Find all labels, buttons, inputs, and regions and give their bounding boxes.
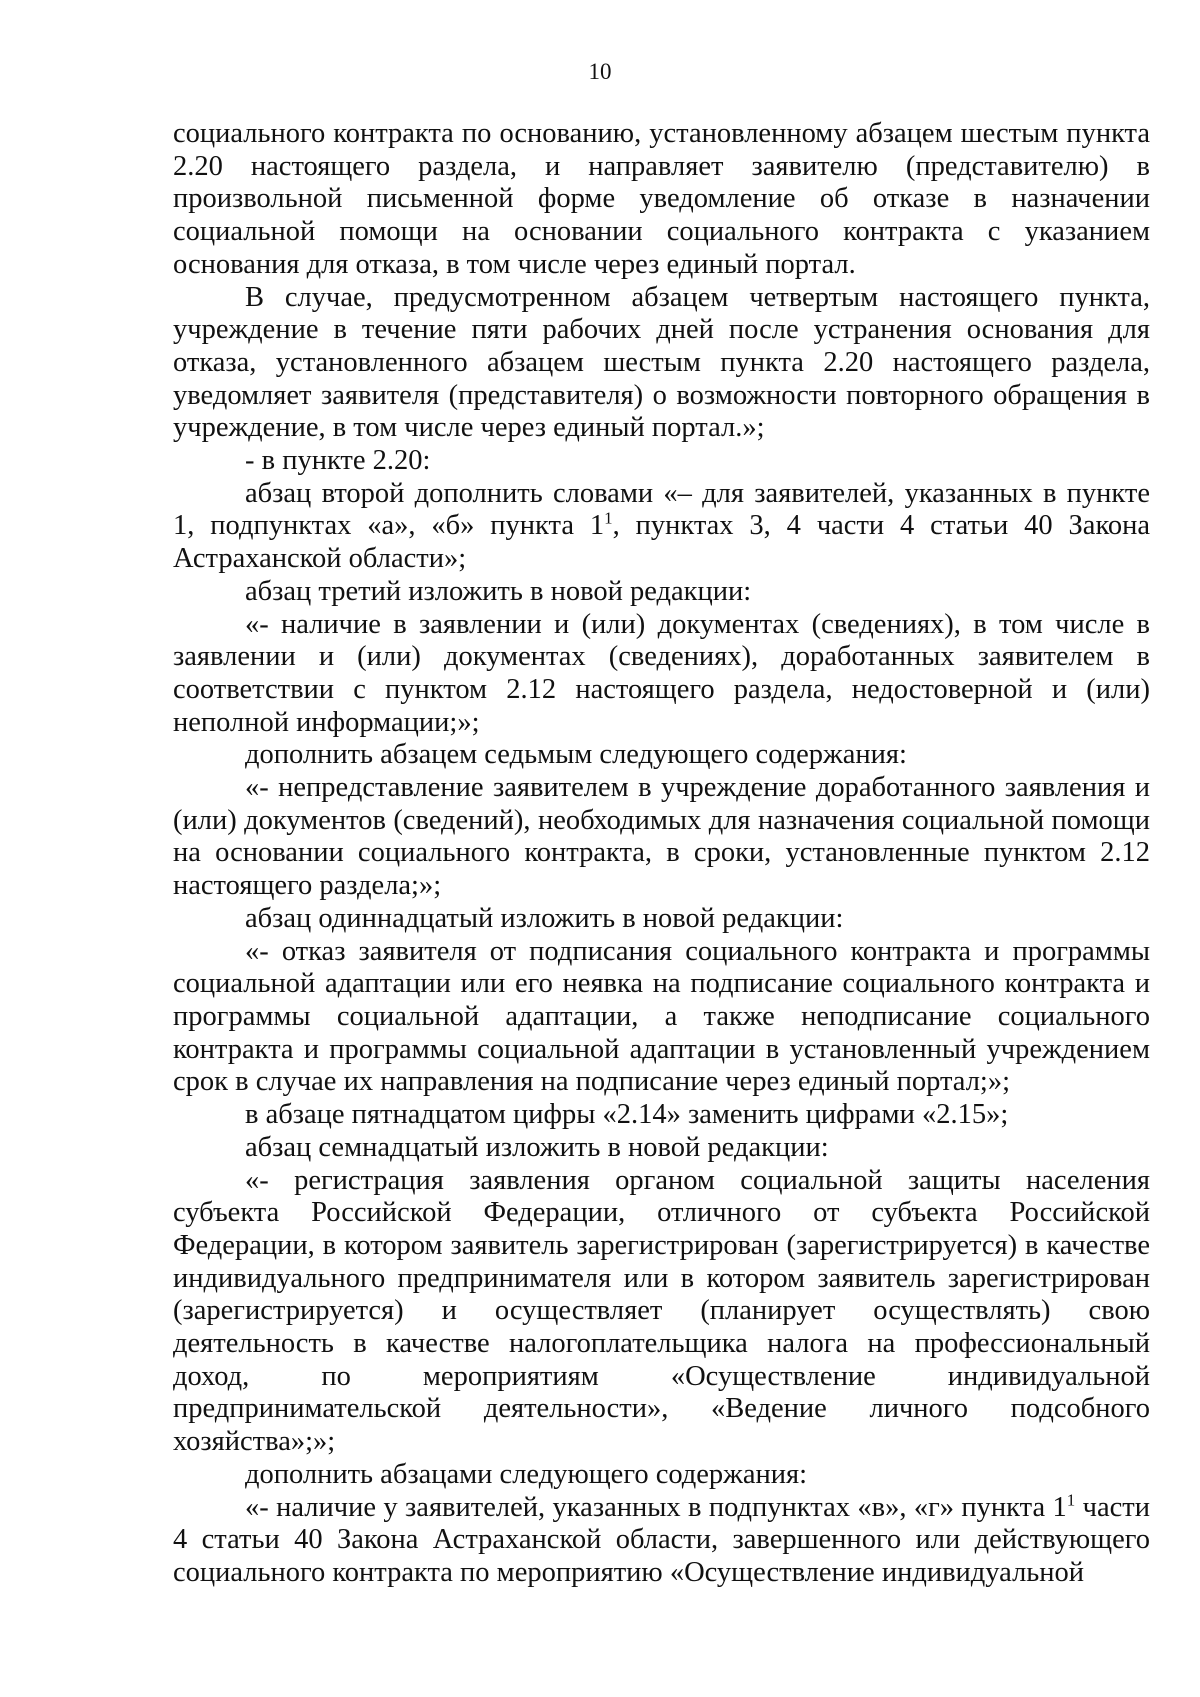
document-body: [173, 118, 1150, 1590]
paragraph: [173, 445, 1150, 478]
paragraph-text: «- отказ заявителя от подписания социального контракта и программы социальной адаптации или его неявка на подписание социального контракта и программы социальной адаптации, а также неподписание социального контракта и программы социальной адаптации в установленный учреждением срок в случае их направления на подписание через единый портал;»;: [173, 935, 1150, 1098]
paragraph-text: В случае, предусмотренном абзацем четвертым настоящего пункта, учреждение в течение пяти рабочих дней после устранения основания для отказа, установленного абзацем шестым пункта 2.20 настоящего раздела, уведомляет заявителя (представителя) о возможности повторного обращения в учреждение, в том числе через единый портал.»;: [173, 281, 1150, 444]
paragraph: [173, 772, 1150, 903]
paragraph: [173, 282, 1150, 446]
paragraph: [173, 609, 1150, 740]
paragraph: [173, 1132, 1150, 1165]
paragraph: [173, 1492, 1150, 1590]
paragraph: [173, 1459, 1150, 1492]
paragraph: [173, 739, 1150, 772]
paragraph: [173, 1165, 1150, 1459]
paragraph: [173, 118, 1150, 282]
paragraph-text: абзац третий изложить в новой редакции:: [245, 575, 752, 607]
paragraph: [173, 576, 1150, 609]
paragraph: [173, 1099, 1150, 1132]
paragraph-text: , пунктах 3, 4 части 4 статьи 40 Закона Астраханской области»;: [173, 510, 1150, 575]
paragraph-text: дополнить абзацем седьмым следующего содержания:: [245, 739, 907, 771]
paragraph: [173, 903, 1150, 936]
superscript: 1: [1066, 1490, 1076, 1510]
superscript: 1: [604, 508, 613, 528]
paragraph-text: социального контракта по основанию, установленному абзацем шестым пункта 2.20 настоящего раздела, и направляет заявителю (представителю) в произвольной письменной форме уведомление об отказе в назначении социальной помощи на основании социального контракта с указанием основания для отказа, в том числе через единый портал.: [173, 118, 1150, 280]
paragraph-text: «- наличие в заявлении и (или) документах (сведениях), в том числе в заявлении и (или) документах (сведениях), доработанных заявителем в соответствии с пунктом 2.12 настоящего раздела, недостоверной и (или) неполной информации;»;: [173, 608, 1150, 738]
paragraph: [173, 478, 1150, 576]
paragraph-text: части 4 статьи 40 Закона Астраханской области, завершенного или действующего социального контракта по мероприятию «Осуществление индивидуальной: [173, 1491, 1150, 1588]
paragraph-text: дополнить абзацами следующего содержания:: [245, 1458, 808, 1490]
paragraph-text: - в пункте 2.20:: [245, 445, 431, 477]
paragraph-text: абзац одиннадцатый изложить в новой редакции:: [245, 902, 844, 934]
paragraph-text: абзац второй дополнить словами «– для заявителей, указанных в пункте 1, подпунктах «а», «б» пункта 1: [173, 477, 1150, 542]
paragraph-text: в абзаце пятнадцатом цифры «2.14» заменить цифрами «2.15»;: [245, 1099, 1009, 1131]
paragraph-text: «- непредставление заявителем в учреждение доработанного заявления и (или) документов (сведений), необходимых для назначения социальной помощи на основании социального контракта, в сроки, установленные пунктом 2.12 настоящего раздела;»;: [173, 772, 1150, 902]
paragraph: [173, 936, 1150, 1100]
paragraph-text: «- регистрация заявления органом социальной защиты населения субъекта Российской Федерации, отличного от субъекта Российской Федерации, в котором заявитель зарегистрирован (зарегистрируется) в качестве индивидуального предпринимателя или в котором заявитель зарегистрирован (зарегистрируется) и осуществляет (планирует осуществлять) свою деятельность в качестве налогоплательщика налога на профессиональный доход, по мероприятиям «Осуществление индивидуальной предпринимательской деятельности», «Ведение личного подсобного хозяйства»;»;: [173, 1164, 1150, 1458]
page-number: 10: [588, 59, 612, 84]
paragraph-text: абзац семнадцатый изложить в новой редакции:: [245, 1131, 829, 1163]
paragraph-text: «- наличие у заявителей, указанных в подпунктах «в», «г» пункта 1: [245, 1491, 1067, 1523]
